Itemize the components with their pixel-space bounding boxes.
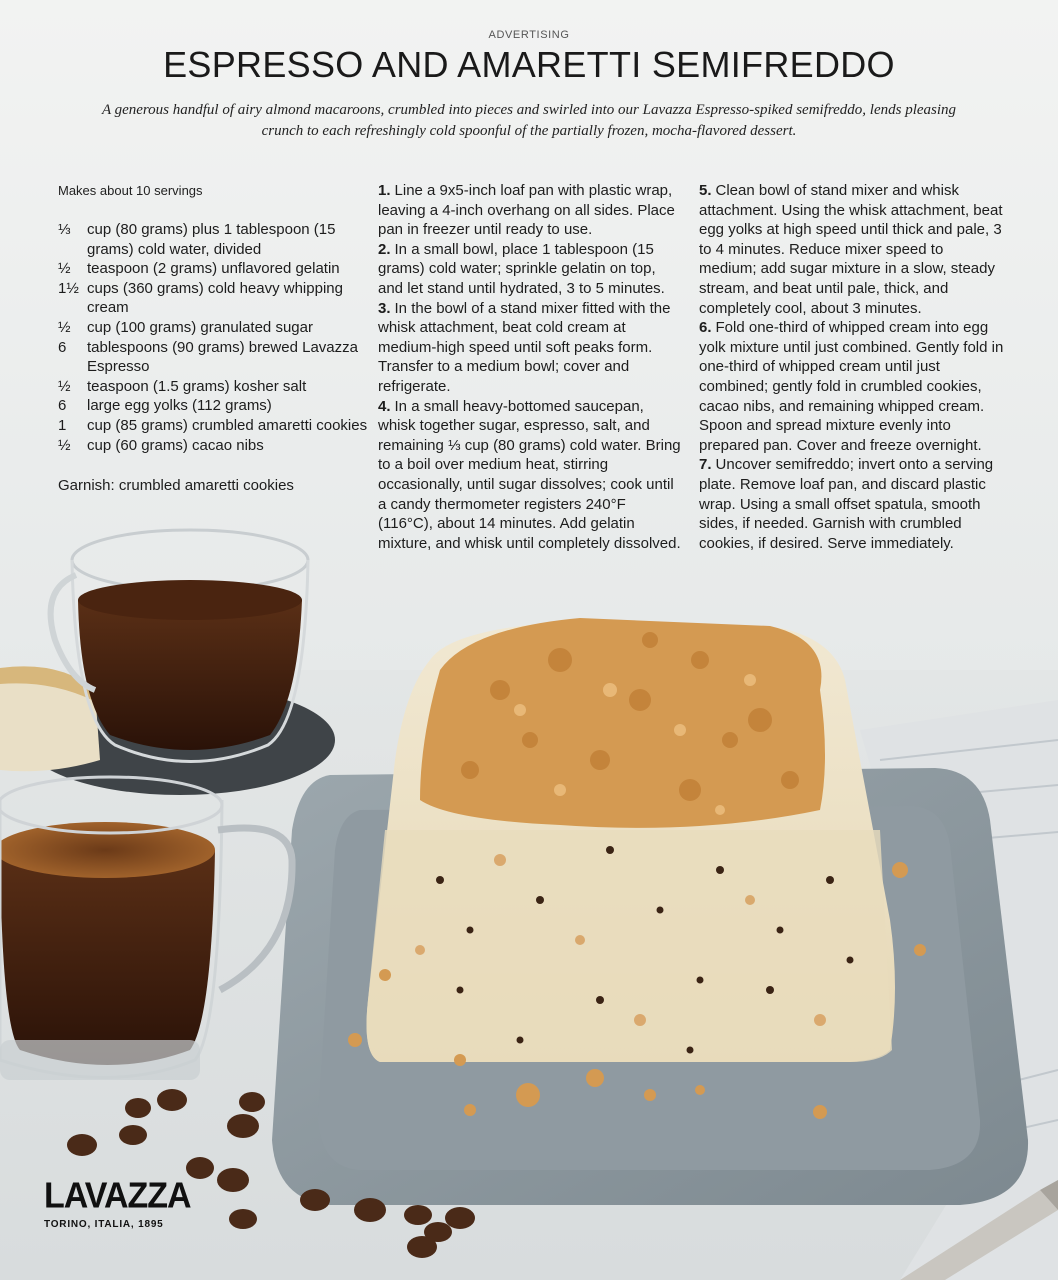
step-text: In a small bowl, place 1 tablespoon (15 grams) cold water; sprinkle gelatin on top, and let stand until hydrated, 3 to 5 minutes. [378, 240, 665, 297]
step-number: 5. [699, 182, 712, 199]
step-number: 2. [378, 240, 391, 258]
step-text: Clean bowl of stand mixer and whisk attachment. Using the whisk attachment, beat egg yolks at high speed until thick and pale, 3 to 4 minutes. Reduce mixer speed to medium; add sugar mixture in a slow, steady stream, and beat until pale, thick, and completely cool, about 3 minutes. [699, 182, 1003, 317]
recipe-intro: A generous handful of airy almond macaroons, crumbled into pieces and swirled into our Lavazza Espresso-spiked semifreddo, lends pleasing crunch to each refreshingly cold spoonful of the partially frozen, mocha-flavored dessert. [101, 102, 957, 139]
ingredient-quantity: ½ [58, 260, 71, 278]
ingredient-item [58, 279, 368, 318]
advertising-label: ADVERTISING [488, 29, 570, 41]
ingredient-quantity: 1½ [58, 279, 79, 297]
ingredient-quantity: 1 [58, 416, 67, 434]
ingredient-item [58, 377, 368, 397]
garnish-note: Garnish: crumbled amaretti cookies [58, 477, 294, 494]
steps-column-1 [378, 181, 683, 553]
ingredient-text: cup (80 grams) plus 1 tablespoon (15 grams) cold water, divided [87, 221, 336, 258]
step-number: 6. [699, 319, 712, 337]
ingredient-item [58, 338, 368, 377]
ingredient-text: large egg yolks (112 grams) [87, 397, 272, 415]
step-text: In a small heavy-bottomed saucepan, whisk together sugar, espresso, salt, and remaining ⅓ cup (80 grams) cold water. Bring to a boil over medium heat, stirring occasionally, until sugar dissolves; cook until a candy thermometer registers 240°F (116°C), about 14 minutes. Add gelatin mixture, and whisk until completely dissolved. [378, 397, 681, 552]
ingredient-quantity: ⅓ [58, 221, 71, 238]
recipe-step [699, 318, 1004, 455]
ingredient-text: cups (360 grams) cold heavy whipping cream [87, 279, 343, 317]
logo-tagline: TORINO, ITALIA, 1895 [44, 1219, 164, 1230]
step-text: Uncover semifreddo; invert onto a serving plate. Remove loaf pan, and discard plastic wrap. Using a small offset spatula, smooth sides, if needed. Garnish with crumbled cookies, if desired. Serve immediately. [699, 456, 994, 552]
ingredient-item [58, 318, 368, 338]
recipe-step [378, 299, 683, 397]
ingredient-item [58, 396, 368, 416]
step-number: 3. [378, 299, 391, 317]
recipe-title: ESPRESSO AND AMARETTI SEMIFREDDO [163, 44, 895, 85]
recipe-step [699, 181, 1004, 318]
step-text: In the bowl of a stand mixer fitted with the whisk attachment, beat cold cream at medium-high speed until soft peaks form. Transfer to a medium bowl; cover and refrigerate. [378, 299, 671, 395]
step-text: Line a 9x5-inch loaf pan with plastic wrap, leaving a 4-inch overhang on all sides. Place pan in freezer until ready to use. [378, 182, 675, 239]
step-text: Fold one-third of whipped cream into egg yolk mixture until just combined. Gently fold in one-third of whipped cream until just combined; gently fold in crumbled cookies, cacao nibs, and remaining whipped cream. Spoon and spread mixture evenly into prepared pan. Cover and freeze overnight. [699, 319, 1004, 454]
ingredient-text: teaspoon (2 grams) unflavored gelatin [87, 260, 340, 278]
ingredients-list [58, 220, 368, 455]
recipe-step [699, 455, 1004, 553]
ingredient-text: tablespoons (90 grams) brewed Lavazza Espresso [87, 338, 358, 376]
ingredient-item [58, 220, 368, 259]
lavazza-logo [44, 1175, 191, 1230]
ingredient-quantity: 6 [58, 338, 67, 356]
recipe-yield: Makes about 10 servings [58, 183, 203, 198]
ingredient-quantity: ½ [58, 377, 71, 395]
ingredient-quantity: ½ [58, 436, 71, 454]
ingredient-text: cup (85 grams) crumbled amaretti cookies [87, 416, 368, 434]
ingredient-text: cup (60 grams) cacao nibs [87, 436, 264, 454]
recipe-step [378, 397, 683, 554]
ingredient-quantity: 6 [58, 397, 67, 415]
ingredient-text: teaspoon (1.5 grams) kosher salt [87, 377, 307, 395]
ingredient-item [58, 259, 368, 279]
steps-column-2 [699, 181, 1004, 553]
recipe-step [378, 181, 683, 240]
step-number: 7. [699, 456, 712, 474]
ingredient-item [58, 416, 368, 436]
logo-wordmark: LAVAZZA [44, 1175, 191, 1216]
step-number: 4. [378, 397, 391, 415]
ingredient-text: cup (100 grams) granulated sugar [87, 318, 313, 336]
recipe-step [378, 240, 683, 299]
step-number: 1. [378, 182, 391, 199]
ingredient-item [58, 436, 368, 456]
ingredient-quantity: ½ [58, 318, 71, 336]
